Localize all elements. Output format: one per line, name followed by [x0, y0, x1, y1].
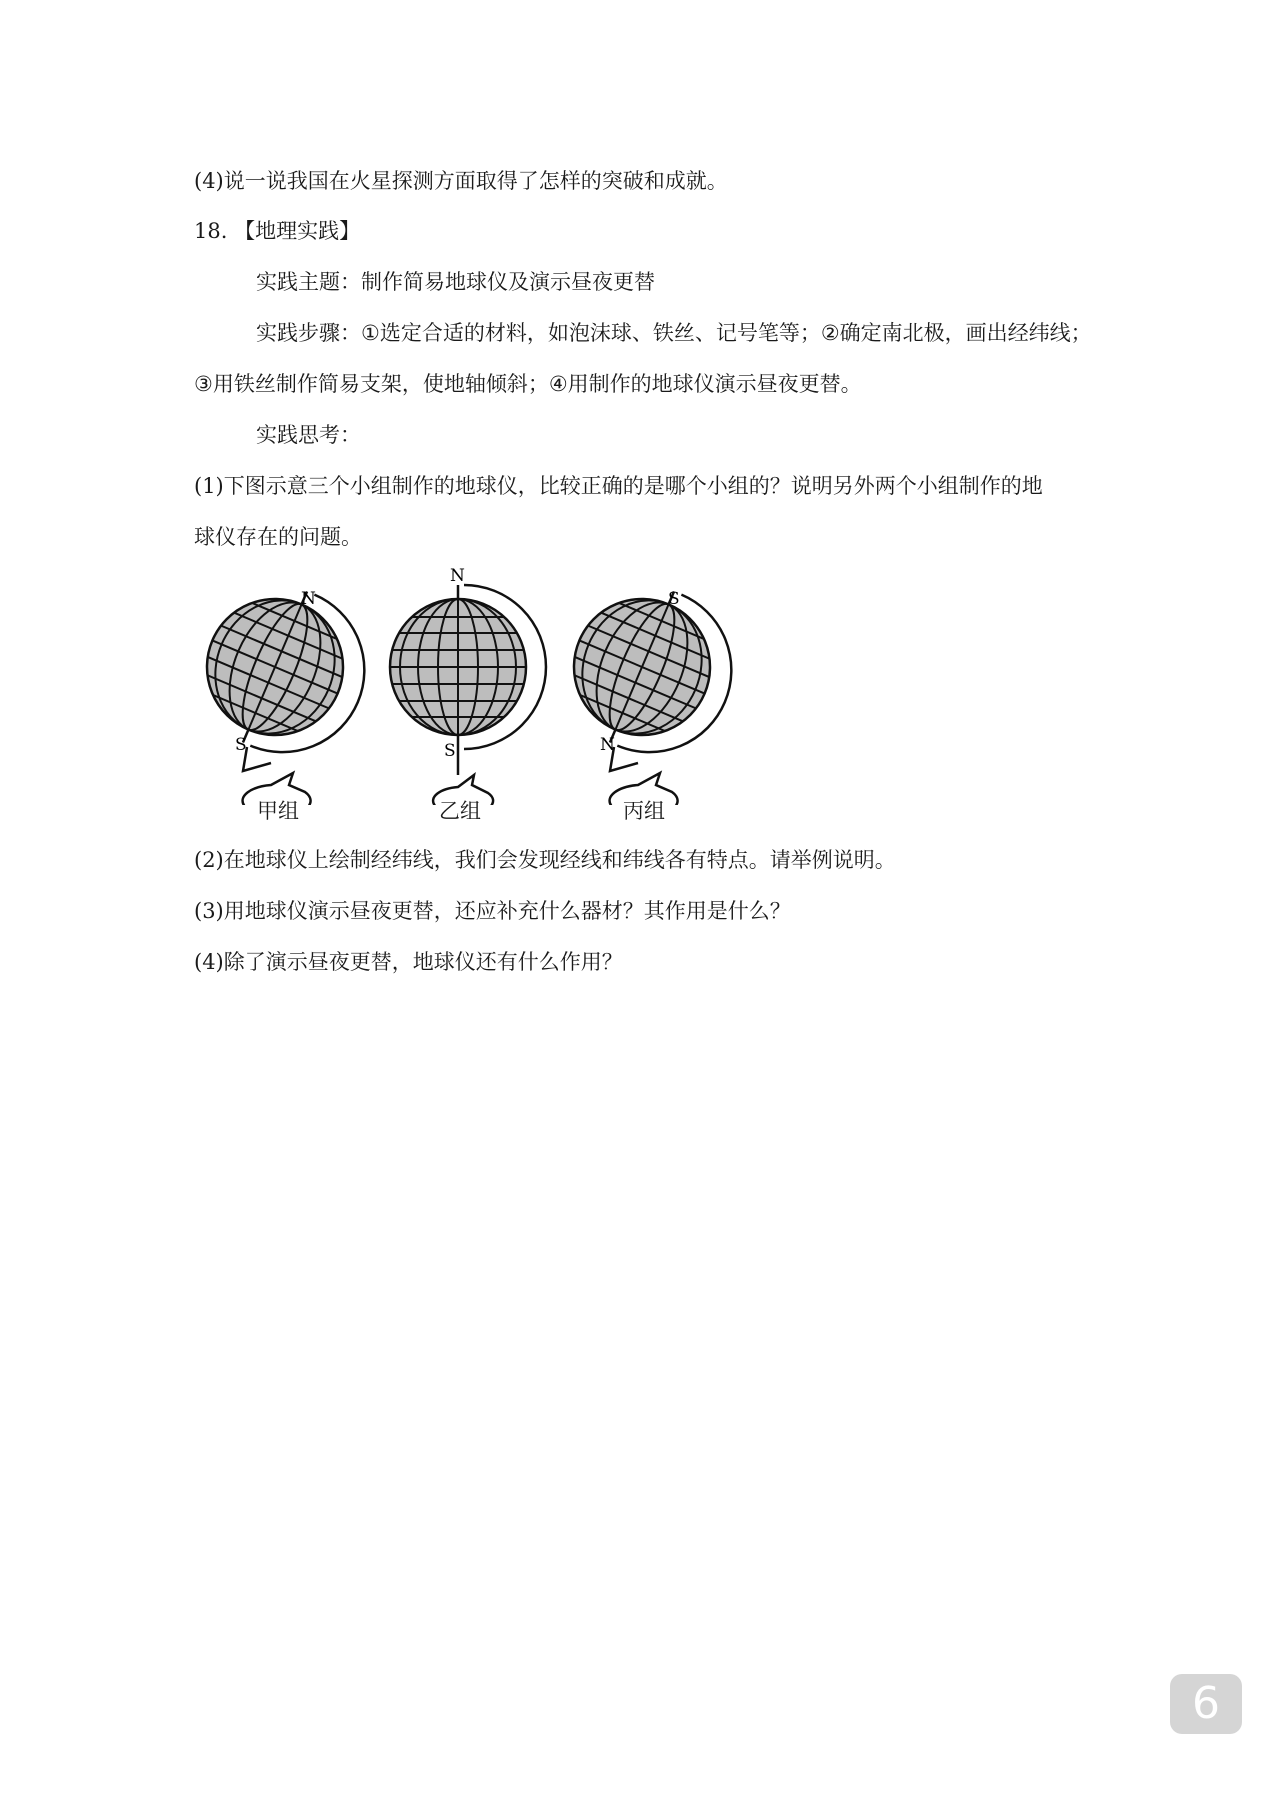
- question-3: (3)用地球仪演示昼夜更替，还应补充什么器材？其作用是什么？: [194, 899, 791, 923]
- globe-yi-bottom-pole: S: [444, 741, 456, 761]
- question-18-heading: 18. 【地理实践】: [194, 219, 361, 243]
- caption-jia: 甲组: [257, 799, 299, 823]
- globe-jia: [190, 565, 390, 805]
- practice-thinking-label: 实践思考：: [256, 423, 361, 447]
- caption-bing: 丙组: [623, 799, 665, 823]
- globe-yi: [388, 566, 546, 805]
- question-4: (4)除了演示昼夜更替，地球仪还有什么作用？: [194, 950, 623, 974]
- globe-yi-top-pole: N: [450, 566, 465, 586]
- globe-bing: [546, 565, 750, 805]
- practice-topic: 实践主题：制作简易地球仪及演示昼夜更替: [256, 270, 655, 294]
- question-1-line-2: 球仪存在的问题。: [194, 525, 362, 549]
- practice-steps-line-1: 实践步骤：①选定合适的材料，如泡沫球、铁丝、记号笔等；②确定南北极，画出经纬线；: [256, 321, 1092, 345]
- globes-figure: [190, 565, 750, 835]
- caption-yi: 乙组: [439, 799, 481, 823]
- globe-bing-bottom-pole: N: [600, 735, 615, 755]
- globe-jia-top-pole: N: [301, 589, 316, 609]
- globes-diagram: [190, 565, 750, 805]
- practice-steps-line-2: ③用铁丝制作简易支架，使地轴倾斜；④用制作的地球仪演示昼夜更替。: [194, 372, 862, 396]
- question-1-line-1: (1)下图示意三个小组制作的地球仪，比较正确的是哪个小组的？说明另外两个小组制作的地: [194, 474, 1043, 498]
- globe-bing-top-pole: S: [668, 589, 680, 609]
- page-number-badge: 6: [1170, 1674, 1242, 1734]
- question-17-part-4: (4)说一说我国在火星探测方面取得了怎样的突破和成就。: [194, 169, 728, 193]
- globe-jia-bottom-pole: S: [235, 735, 247, 755]
- question-2: (2)在地球仪上绘制经纬线，我们会发现经线和纬线各有特点。请举例说明。: [194, 848, 896, 872]
